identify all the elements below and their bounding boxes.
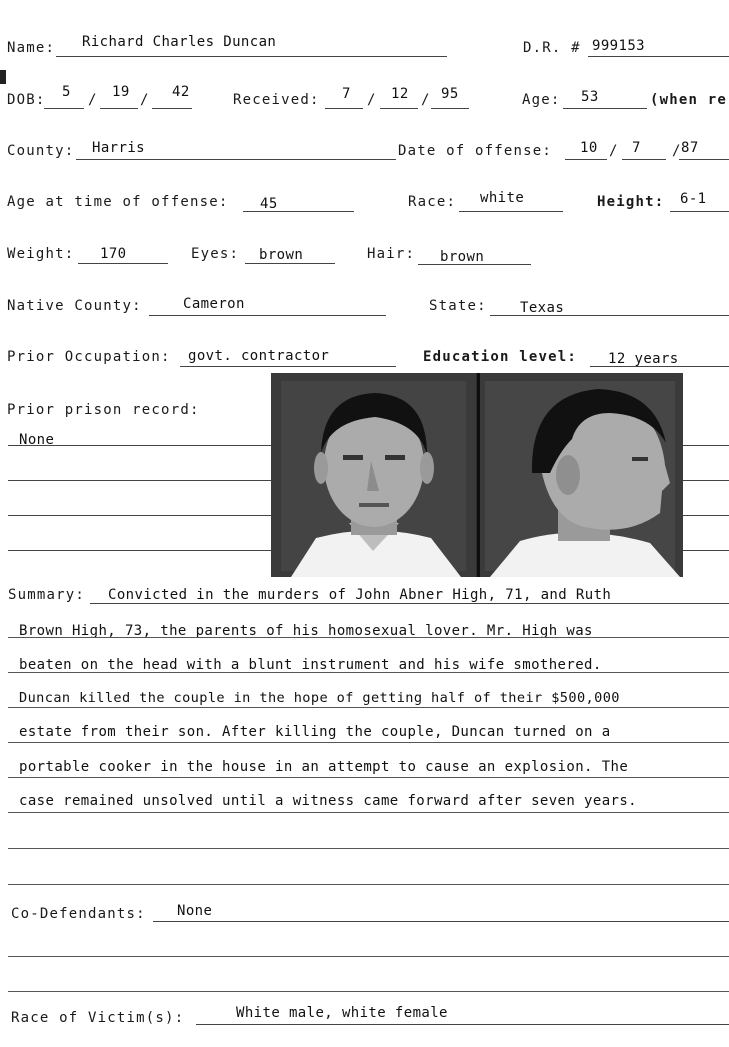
- eyes-label: Eyes:: [191, 246, 240, 262]
- height-value: 6-1: [680, 191, 707, 207]
- dob-year-line: [152, 108, 192, 109]
- education-level-label: Education level:: [423, 349, 578, 365]
- dob-label: DOB:: [7, 92, 46, 108]
- county-label: County:: [7, 143, 75, 159]
- co-defendants-rule-2: [8, 956, 729, 957]
- dob-slash-2: /: [140, 92, 150, 108]
- offense-month-line: [565, 159, 607, 160]
- dob-year-value: 42: [172, 84, 190, 100]
- prior-prison-record-value: None: [19, 432, 55, 448]
- received-year-value: 95: [441, 86, 459, 102]
- summary-rule-3: [8, 672, 729, 673]
- county-value: Harris: [92, 140, 145, 156]
- prison-record-line-r4: [683, 550, 729, 551]
- summary-line-2: Brown High, 73, the parents of his homosexual lover. Mr. High was: [19, 623, 593, 639]
- race-of-victims-label: Race of Victim(s):: [11, 1010, 185, 1026]
- race-of-victims-line: [196, 1024, 729, 1025]
- offense-month-value: 10: [580, 140, 598, 156]
- age-label: Age:: [522, 92, 561, 108]
- race-of-victims-value: White male, white female: [236, 1005, 448, 1021]
- native-county-value: Cameron: [183, 296, 245, 312]
- offense-year-value: 87: [681, 140, 699, 156]
- summary-line-5: estate from their son. After killing the couple, Duncan turned on a: [19, 724, 611, 740]
- hair-value: brown: [440, 249, 485, 265]
- hair-label: Hair:: [367, 246, 416, 262]
- native-county-line: [149, 315, 386, 316]
- dob-month-line: [44, 108, 84, 109]
- summary-rule-5: [8, 742, 729, 743]
- dr-number-value: 999153: [592, 38, 645, 54]
- dr-line: [588, 56, 729, 57]
- prior-occupation-line: [180, 366, 396, 367]
- date-of-offense-label: Date of offense:: [398, 143, 553, 159]
- age-at-offense-line: [243, 211, 354, 212]
- offense-day-value: 7: [632, 140, 641, 156]
- received-month-value: 7: [342, 86, 351, 102]
- scan-mark: [0, 70, 6, 84]
- eyes-line: [245, 263, 335, 264]
- race-line: [459, 211, 563, 212]
- race-label: Race:: [408, 194, 457, 210]
- received-day-value: 12: [391, 86, 409, 102]
- summary-line-6: portable cooker in the house in an attempt to cause an explosion. The: [19, 759, 629, 775]
- received-day-line: [380, 108, 418, 109]
- offense-day-line: [622, 159, 666, 160]
- prison-record-line-2: [8, 480, 271, 481]
- received-year-line: [431, 108, 469, 109]
- summary-rule-2: [8, 637, 729, 638]
- summary-line-1: Convicted in the murders of John Abner High, 71, and Ruth: [108, 587, 612, 603]
- summary-rule-7: [8, 812, 729, 813]
- state-label: State:: [429, 298, 487, 314]
- prior-occupation-value: govt. contractor: [188, 348, 330, 364]
- age-value: 53: [581, 89, 599, 105]
- offense-year-line: [679, 159, 729, 160]
- received-slash-1: /: [367, 92, 377, 108]
- co-defendants-value: None: [177, 903, 213, 919]
- state-value: Texas: [520, 300, 565, 316]
- prior-occupation-label: Prior Occupation:: [7, 349, 171, 365]
- summary-line-4: Duncan killed the couple in the hope of getting half of their $500,000: [19, 690, 620, 706]
- native-county-label: Native County:: [7, 298, 142, 314]
- height-line: [670, 211, 729, 212]
- mugshot-profile: [480, 373, 683, 577]
- age-at-offense-label: Age at time of offense:: [7, 194, 229, 210]
- age-at-offense-value: 45: [260, 196, 278, 212]
- summary-rule-1: [90, 603, 729, 604]
- prior-prison-record-label: Prior prison record:: [7, 402, 200, 418]
- prison-record-line-3: [8, 515, 271, 516]
- summary-line-3: beaten on the head with a blunt instrument and his wife smothered.: [19, 657, 602, 673]
- when-received-note: (when re: [650, 92, 728, 108]
- co-defendants-label: Co-Defendants:: [11, 906, 146, 922]
- prison-record-line-4: [8, 550, 271, 551]
- offense-slash-1: /: [609, 143, 619, 159]
- offense-slash-2: /: [672, 143, 682, 159]
- summary-rule-6: [8, 777, 729, 778]
- education-level-value: 12 years: [608, 351, 679, 367]
- summary-line-7: case remained unsolved until a witness came forward after seven years.: [19, 793, 638, 809]
- received-slash-2: /: [421, 92, 431, 108]
- summary-rule-8: [8, 848, 729, 849]
- received-month-line: [325, 108, 363, 109]
- dob-day-value: 19: [112, 84, 130, 100]
- summary-label: Summary:: [8, 587, 86, 603]
- weight-label: Weight:: [7, 246, 75, 262]
- co-defendants-rule-3: [8, 991, 729, 992]
- mugshot-front: [271, 373, 476, 577]
- name-label: Name:: [7, 40, 56, 56]
- dob-slash-1: /: [88, 92, 98, 108]
- county-line: [76, 159, 396, 160]
- height-label: Height:: [597, 194, 665, 210]
- summary-rule-4: [8, 707, 729, 708]
- co-defendants-line: [153, 921, 729, 922]
- prison-record-line-1: [8, 445, 271, 446]
- name-value: Richard Charles Duncan: [82, 34, 277, 50]
- age-line: [563, 108, 647, 109]
- dob-month-value: 5: [62, 84, 71, 100]
- state-line: [490, 315, 729, 316]
- mugshot-photo: [271, 373, 683, 577]
- race-value: white: [480, 190, 525, 206]
- summary-rule-9: [8, 884, 729, 885]
- weight-value: 170: [100, 246, 127, 262]
- eyes-value: brown: [259, 247, 304, 263]
- prison-record-line-r1: [683, 445, 729, 446]
- dob-day-line: [100, 108, 138, 109]
- education-level-line: [590, 366, 729, 367]
- weight-line: [78, 263, 168, 264]
- hair-line: [418, 264, 531, 265]
- dr-label: D.R. #: [523, 40, 581, 56]
- name-line: [56, 56, 447, 57]
- received-label: Received:: [233, 92, 320, 108]
- prison-record-line-r3: [683, 515, 729, 516]
- prison-record-line-r2: [683, 480, 729, 481]
